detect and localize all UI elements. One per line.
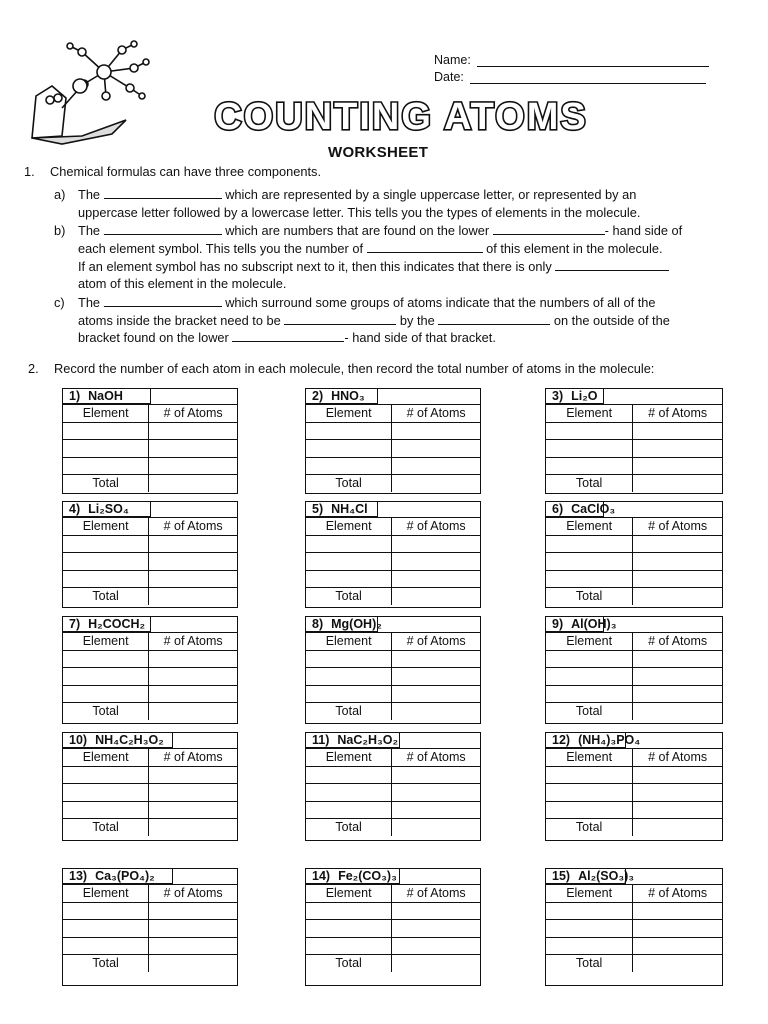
q1b-text-pre: The: [78, 223, 101, 238]
atom-count-cell[interactable]: [392, 685, 480, 703]
atoms-header: # of Atoms: [149, 405, 237, 422]
q1b-line3: [78, 258, 669, 276]
atoms-header: # of Atoms: [149, 749, 237, 766]
molecule-label: [306, 389, 378, 404]
element-cell[interactable]: [63, 766, 149, 784]
name-line[interactable]: [477, 53, 709, 67]
molecule-formula: Mg(OH)₂: [331, 617, 382, 631]
molecule-formula: HNO₃: [331, 389, 365, 403]
element-header: Element: [63, 885, 149, 902]
q1b-text-post: - hand side of: [604, 223, 683, 238]
atoms-header: # of Atoms: [392, 633, 480, 650]
total-atoms-cell[interactable]: [633, 475, 722, 492]
element-cell[interactable]: [306, 902, 392, 920]
q2-text: Record the number of each atom in each molecule, then record the total number of atoms in the molecule:: [54, 361, 655, 376]
total-label: Total: [63, 588, 149, 605]
molecule-number: 1): [69, 389, 81, 403]
molecule-label: [546, 733, 641, 748]
total-atoms-cell[interactable]: [392, 819, 480, 836]
element-cell[interactable]: [63, 535, 149, 553]
q1b-line2-pre: each element symbol. This tells you the number of: [78, 241, 363, 256]
molecule-number: 8): [312, 617, 324, 631]
atom-count-cell[interactable]: [633, 422, 722, 440]
molecule-table: [305, 501, 481, 608]
total-atoms-cell[interactable]: [149, 819, 237, 836]
element-cell[interactable]: [306, 937, 392, 955]
element-header: Element: [546, 633, 633, 650]
total-label: Total: [546, 955, 633, 972]
q1c-blank-4[interactable]: [232, 329, 344, 342]
molecule-label: [63, 869, 173, 884]
atom-count-cell[interactable]: [392, 457, 480, 475]
date-line[interactable]: [470, 70, 706, 84]
element-cell[interactable]: [63, 440, 149, 458]
element-header: Element: [306, 885, 392, 902]
element-cell[interactable]: [546, 766, 633, 784]
element-header: Element: [306, 518, 392, 535]
atom-count-cell[interactable]: [149, 553, 237, 571]
molecule-formula: NH₄Cl: [331, 502, 368, 516]
q1a-line2: uppercase letter followed by a lowercase letter. This tells you the types of elements in the molecule.: [78, 205, 641, 220]
element-cell[interactable]: [306, 553, 392, 571]
atom-count-cell[interactable]: [633, 535, 722, 553]
element-cell[interactable]: [306, 422, 392, 440]
element-cell[interactable]: [306, 535, 392, 553]
molecule-formula: Al(OH)₃: [571, 617, 617, 631]
molecule-table: [62, 868, 238, 986]
total-label: Total: [306, 819, 392, 836]
molecule-number: 14): [312, 869, 331, 883]
molecule-number: 2): [312, 389, 324, 403]
element-cell[interactable]: [546, 920, 633, 938]
total-atoms-cell[interactable]: [392, 955, 480, 972]
molecule-formula: Li₂O: [571, 389, 598, 403]
q1a-blank[interactable]: [104, 186, 222, 199]
atom-count-cell[interactable]: [149, 668, 237, 686]
element-cell[interactable]: [306, 766, 392, 784]
element-cell[interactable]: [63, 784, 149, 802]
atom-count-cell[interactable]: [149, 650, 237, 668]
element-cell[interactable]: [306, 668, 392, 686]
total-atoms-cell[interactable]: [633, 819, 722, 836]
element-cell[interactable]: [546, 570, 633, 588]
total-atoms-cell[interactable]: [149, 955, 237, 972]
atom-count-cell[interactable]: [633, 685, 722, 703]
element-header: Element: [546, 885, 633, 902]
molecule-table: [305, 388, 481, 494]
element-cell[interactable]: [546, 801, 633, 819]
total-atoms-cell[interactable]: [633, 955, 722, 972]
atom-count-cell[interactable]: [149, 535, 237, 553]
molecule-label: [306, 733, 400, 748]
molecule-table: [305, 868, 481, 986]
atom-count-cell[interactable]: [392, 422, 480, 440]
total-label: Total: [546, 819, 633, 836]
molecule-table: [545, 732, 723, 841]
q1b-line2: [78, 240, 663, 258]
q2-number: 2.: [28, 361, 39, 376]
element-cell[interactable]: [306, 685, 392, 703]
molecule-formula: NaOH: [88, 389, 123, 403]
molecule-formula: Li₂SO₄: [88, 502, 129, 516]
atoms-header: # of Atoms: [633, 633, 722, 650]
total-label: Total: [306, 703, 392, 720]
molecule-formula: Fe₂(CO₃)₃: [338, 869, 397, 883]
molecule-label: [306, 869, 400, 884]
element-header: Element: [63, 749, 149, 766]
atom-count-cell[interactable]: [392, 535, 480, 553]
q1c-line2: [78, 312, 670, 330]
atom-count-cell[interactable]: [633, 553, 722, 571]
q1a-text-pre: The: [78, 187, 101, 202]
total-label: Total: [546, 703, 633, 720]
molecule-label: [306, 617, 382, 632]
atoms-header: # of Atoms: [633, 749, 722, 766]
molecule-table: [545, 868, 723, 986]
q1c-text-pre: The: [78, 295, 101, 310]
atoms-header: # of Atoms: [633, 518, 722, 535]
element-header: Element: [546, 749, 633, 766]
q1b-blank-4[interactable]: [555, 258, 669, 271]
molecule-label: [63, 502, 151, 517]
element-cell[interactable]: [63, 650, 149, 668]
element-cell[interactable]: [63, 685, 149, 703]
element-cell[interactable]: [63, 553, 149, 571]
atom-count-cell[interactable]: [149, 801, 237, 819]
molecule-label: [63, 617, 151, 632]
atom-count-cell[interactable]: [149, 685, 237, 703]
element-cell[interactable]: [306, 784, 392, 802]
atom-count-cell[interactable]: [633, 937, 722, 955]
q1c-blank-3[interactable]: [438, 312, 550, 325]
atom-count-cell[interactable]: [633, 457, 722, 475]
molecule-table: [545, 501, 723, 608]
atoms-header: # of Atoms: [392, 405, 480, 422]
total-atoms-cell[interactable]: [392, 588, 480, 605]
name-field[interactable]: [434, 53, 709, 67]
total-label: Total: [306, 955, 392, 972]
molecule-formula: Ca₃(PO₄)₂: [95, 869, 155, 883]
molecule-label: [546, 502, 616, 517]
atoms-header: # of Atoms: [149, 885, 237, 902]
atom-count-cell[interactable]: [633, 801, 722, 819]
atom-count-cell[interactable]: [633, 440, 722, 458]
molecule-formula: Al₂(SO₃)₃: [578, 869, 635, 883]
element-header: Element: [63, 633, 149, 650]
molecule-label: [63, 733, 173, 748]
molecule-number: 10): [69, 733, 88, 747]
element-header: Element: [306, 405, 392, 422]
element-cell[interactable]: [63, 668, 149, 686]
atom-count-cell[interactable]: [633, 668, 722, 686]
element-header: Element: [63, 518, 149, 535]
molecule-number: 9): [552, 617, 564, 631]
atom-count-cell[interactable]: [149, 920, 237, 938]
total-atoms-cell[interactable]: [149, 588, 237, 605]
molecule-number: 11): [312, 733, 330, 747]
element-cell[interactable]: [63, 937, 149, 955]
q1a-letter: a): [54, 187, 66, 202]
element-cell[interactable]: [546, 685, 633, 703]
molecule-number: 5): [312, 502, 324, 516]
atom-count-cell[interactable]: [633, 902, 722, 920]
element-cell[interactable]: [546, 457, 633, 475]
element-cell[interactable]: [546, 937, 633, 955]
atom-count-cell[interactable]: [392, 553, 480, 571]
atoms-header: # of Atoms: [149, 518, 237, 535]
date-field[interactable]: [434, 70, 706, 84]
element-cell[interactable]: [63, 801, 149, 819]
molecule-label: [546, 389, 604, 404]
molecule-table: [305, 732, 481, 841]
molecule-formula: (NH₄)₃PO₄: [578, 733, 641, 747]
element-cell[interactable]: [546, 668, 633, 686]
atom-count-cell[interactable]: [149, 902, 237, 920]
element-cell[interactable]: [546, 535, 633, 553]
atom-count-cell[interactable]: [392, 440, 480, 458]
element-cell[interactable]: [63, 902, 149, 920]
q1c-line3-pre: bracket found on the lower: [78, 330, 229, 345]
q1b-line1: [78, 222, 682, 240]
atoms-header: # of Atoms: [392, 749, 480, 766]
q1c-blank-1[interactable]: [104, 294, 222, 307]
atom-count-cell[interactable]: [392, 784, 480, 802]
molecule-number: 3): [552, 389, 564, 403]
molecule-formula: H₂COCH₂: [88, 617, 146, 631]
atom-count-cell[interactable]: [392, 902, 480, 920]
element-cell[interactable]: [63, 920, 149, 938]
atom-count-cell[interactable]: [392, 650, 480, 668]
q1b-line3-text: If an element symbol has no subscript next to it, then this indicates that there is only: [78, 259, 552, 274]
q1c-line3: [78, 329, 496, 347]
q1b-letter: b): [54, 223, 66, 238]
q1c-line2-post: on the outside of the: [553, 313, 670, 328]
atom-count-cell[interactable]: [149, 784, 237, 802]
total-label: Total: [63, 703, 149, 720]
molecule-number: 15): [552, 869, 571, 883]
molecule-label: [63, 389, 151, 404]
atom-count-cell[interactable]: [149, 570, 237, 588]
atoms-header: # of Atoms: [149, 633, 237, 650]
q1b-text-mid: which are numbers that are found on the lower: [225, 223, 490, 238]
atoms-header: # of Atoms: [392, 518, 480, 535]
atom-count-cell[interactable]: [149, 457, 237, 475]
atom-count-cell[interactable]: [392, 801, 480, 819]
element-cell[interactable]: [546, 440, 633, 458]
q1c-line1: [78, 294, 656, 312]
molecule-label: [306, 502, 378, 517]
total-atoms-cell[interactable]: [392, 475, 480, 492]
q1b-line4: atom of this element in the molecule.: [78, 276, 287, 291]
total-label: Total: [63, 475, 149, 492]
element-cell[interactable]: [306, 457, 392, 475]
q1-number: 1.: [24, 164, 35, 179]
q1c-letter: c): [54, 295, 65, 310]
atom-scientist-illustration: [22, 38, 150, 148]
total-atoms-cell[interactable]: [149, 475, 237, 492]
q1c-blank-2[interactable]: [284, 312, 396, 325]
worksheet-subtitle: WORKSHEET: [328, 144, 429, 161]
element-cell[interactable]: [63, 570, 149, 588]
q1c-line2-mid: by the: [399, 313, 435, 328]
q1-intro: Chemical formulas can have three components.: [50, 164, 322, 179]
molecule-formula: NaC₂H₃O₂: [337, 733, 399, 747]
element-header: Element: [306, 633, 392, 650]
molecule-table: [62, 388, 238, 494]
atom-count-cell[interactable]: [149, 937, 237, 955]
element-cell[interactable]: [546, 553, 633, 571]
element-header: Element: [546, 518, 633, 535]
total-atoms-cell[interactable]: [149, 703, 237, 720]
element-header: Element: [63, 405, 149, 422]
atom-count-cell[interactable]: [149, 422, 237, 440]
q1a-text-post: which are represented by a single uppercase letter, or represented by an: [225, 187, 637, 202]
q1c-line2-pre: atoms inside the bracket need to be: [78, 313, 281, 328]
molecule-number: 7): [69, 617, 81, 631]
element-cell[interactable]: [306, 650, 392, 668]
molecule-number: 4): [69, 502, 81, 516]
date-label: Date:: [434, 70, 464, 84]
atom-count-cell[interactable]: [149, 766, 237, 784]
q1b-blank-2[interactable]: [493, 222, 605, 235]
total-label: Total: [546, 475, 633, 492]
q1b-line2-post: of this element in the molecule.: [486, 241, 663, 256]
molecule-number: 13): [69, 869, 88, 883]
molecule-number: 6): [552, 502, 564, 516]
atom-count-cell[interactable]: [392, 920, 480, 938]
atoms-header: # of Atoms: [633, 885, 722, 902]
molecule-number: 12): [552, 733, 571, 747]
element-cell[interactable]: [546, 650, 633, 668]
element-cell[interactable]: [306, 920, 392, 938]
total-atoms-cell[interactable]: [633, 588, 722, 605]
q1c-line3-post: - hand side of that bracket.: [344, 330, 496, 345]
element-cell[interactable]: [546, 902, 633, 920]
q1b-blank-3[interactable]: [367, 240, 483, 253]
molecule-table: [545, 616, 723, 724]
name-label: Name:: [434, 53, 471, 67]
element-header: Element: [546, 405, 633, 422]
molecule-table: [62, 732, 238, 841]
molecule-table: [62, 616, 238, 724]
molecule-formula: CaClO₃: [571, 502, 616, 516]
atom-count-cell[interactable]: [633, 766, 722, 784]
worksheet-title: [176, 95, 626, 137]
atom-count-cell[interactable]: [392, 937, 480, 955]
total-atoms-cell[interactable]: [392, 703, 480, 720]
atom-count-cell[interactable]: [149, 440, 237, 458]
element-cell[interactable]: [63, 457, 149, 475]
element-cell[interactable]: [63, 422, 149, 440]
total-label: Total: [546, 588, 633, 605]
total-label: Total: [306, 475, 392, 492]
atoms-header: # of Atoms: [392, 885, 480, 902]
total-label: Total: [306, 588, 392, 605]
element-cell[interactable]: [546, 422, 633, 440]
total-label: Total: [63, 819, 149, 836]
element-cell[interactable]: [306, 440, 392, 458]
atom-count-cell[interactable]: [392, 668, 480, 686]
total-label: Total: [63, 955, 149, 972]
atom-count-cell[interactable]: [633, 650, 722, 668]
molecule-label: [546, 617, 617, 632]
atom-count-cell[interactable]: [633, 570, 722, 588]
element-cell[interactable]: [546, 784, 633, 802]
molecule-label: [546, 869, 635, 884]
atom-count-cell[interactable]: [392, 766, 480, 784]
title-text: COUNTING ATOMS: [214, 96, 588, 137]
atom-count-cell[interactable]: [392, 570, 480, 588]
element-cell[interactable]: [306, 570, 392, 588]
atom-count-cell[interactable]: [633, 920, 722, 938]
atom-count-cell[interactable]: [633, 784, 722, 802]
molecule-table: [62, 501, 238, 608]
q1b-blank-1[interactable]: [104, 222, 222, 235]
molecule-table: [305, 616, 481, 724]
q1c-text-post: which surround some groups of atoms indicate that the numbers of all of the: [225, 295, 656, 310]
element-header: Element: [306, 749, 392, 766]
total-atoms-cell[interactable]: [633, 703, 722, 720]
q1a-line1: [78, 186, 636, 204]
molecule-formula: NH₄C₂H₃O₂: [95, 733, 164, 747]
atoms-header: # of Atoms: [633, 405, 722, 422]
molecule-table: [545, 388, 723, 494]
element-cell[interactable]: [306, 801, 392, 819]
